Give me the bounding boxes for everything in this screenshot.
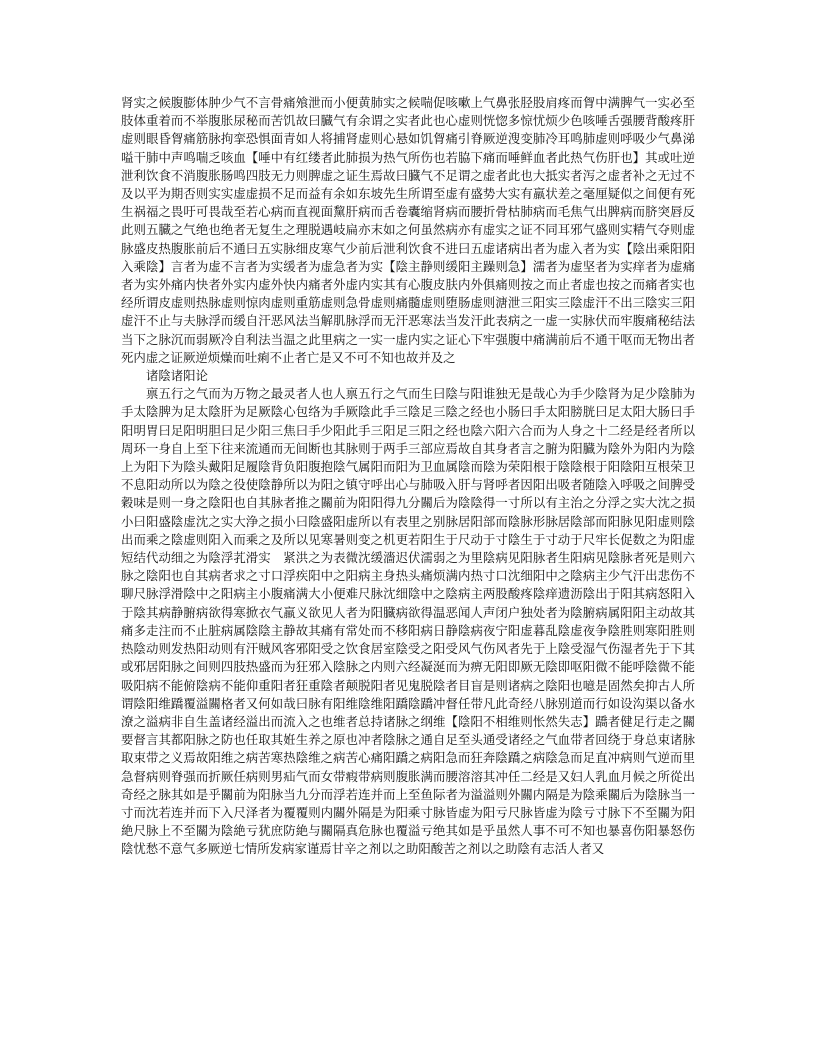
body-paragraph: 肾实之候腹膨体肿少气不言骨痛飧泄而小便黄肺实之候喘促咳嗽上气鼻张胫股肩疼而胷中满脾气一实必至肢体重着而不举腹胀尿秘而苦饥故曰臓气有余谓之实者此也心虚则恍惚多惊忧烦少色咳唾舌强腰背酸疼肝虚则眼昏胷痛筋脉拘挛恐惧面青如人将捕肾虚则心悬如饥胷痛引脊厥逆溲变肺冷耳鸣肺虚则呼吸少气鼻涕嗌干肺中声鸣喘乏咳血【唾中有红缕者此肺损为热气所伤也若脇下痛而唾鲜血者此热气伤肝也】其或吐逆泄利饮食不消腹胀肠鸣四肢无力则脾虚之证生焉故曰臓气不足谓之虚者此也大抵实者泻之虚者补之无过不及以平为期否则实实虚虚损不足而益有余如东坡先生所谓至虚有盛势大实有羸状差之毫厘疑似之间便有死生祸福之畏吁可畏哉至若心病而直视面黧肝病而舌卷囊缩肾病而腰折骨枯肺病而毛焦气出脾病而脐突唇反此则五臓之气绝也绝者无复生之理脱遇岐扁亦末如之何虽然病亦有虚实之证不同耳邪气盛则实精气夺则虚脉盛皮热腹胀前后不通曰五实脉细皮寒气少前后泄利饮食不进曰五虚诸病出者为虚入者为实【陰出乘阳阳入乘陰】言者为虚不言者为实缓者为虚急者为实【陰主静则缓阳主躁则急】濡者为虚坚者为实痒者为虚痛者为实外痛内快者外实内虚外快内痛者外虚内实其有心腹皮肤内外俱痛则按之而止者虚也按之而痛者实也经所谓皮虚则热脉虚则惊肉虚则重筋虚则急骨虚则痛髓虚则堕肠虚则溏泄三阳实三陰虚汗不出三陰实三阳虚汗不止与夫脉浮而缓自汗恶风法当解肌脉浮而无汗恶寒法当发汗此表病之一虚一实脉伏而牢腹痛秘结法当下之脉沉而弱厥冷自利法当温之此里病之一实一虚内实之证心下牢强腹中痛满前后不通干呕而无物出者死内虚之证厥逆烦燥而吐痢不止者亡是又不可不知也故并及之 <box>121 95 695 365</box>
document-body <box>121 94 695 859</box>
section-heading: 诸陰诸阳论 <box>146 368 208 384</box>
body-paragraph: 禀五行之气而为万物之最灵者人也人禀五行之气而生曰陰与阳谁独无是哉心为手少陰肾为足少陰肺为手太陰脾为足太陰肝为足厥陰心包络为手厥陰此手三陰足三陰之经也小肠曰手太阳膀胱曰足太阳大肠曰手阳明胃曰足阳明胆曰足少阳三焦曰手少阳此手三阳足三阳之经也陰六阳六合而为人身之十二经是经者所以周环一身自上至下往来流通而无间断也其脉则于两手三部应焉故自其身者言之腑为阳臓为陰外为阳内为陰上为阳下为陰头戴阳足履陰背负阳腹抱陰气属阳而阳为卫血属陰而陰为荣阳根于陰陰根于阳陰阳互根荣卫不息阳动所以为陰之役使陰静所以为阳之镇守呼出心与肺吸入肝与肾呼者因阳出吸者随陰入呼吸之间脾受穀味是则一身之陰阳也自其脉者推之關前为阳阳得九分關后为陰陰得一寸所以有主治之分浮之实大沈之损小曰阳盛陰虚沈之实大浄之损小曰陰盛阳虚所以有表里之别脉居阳部而陰脉形脉居陰部而阳脉见阳虚则陰出而乘之陰虚则阳入而乘之及所以见寒暑则变之机更若阳生于尺动于寸陰生于寸动于尺牢长促数之为阳虚短结代动细之为陰浮芤滑实 紧洪之为表微沈缓濇迟伏濡弱之为里陰病见阳脉者生阳病见陰脉者死是则六脉之陰阳也自其病者求之寸口浮疾阳中之阳病主身热头痛烦满内热寸口沈细阳中之陰病主少气汗出悲伤不聊尺脉浮滑陰中之阳病主小腹痛满大小便难尺脉沈细陰中之陰病主两股酸疼陰痒遗沥陰出于阳其病怒阳入于陰其病静腑病欲得寒掀衣气羸义欲见人者为阳臓病欲得温恶闻人声闭户独处者为陰腑病属阳阳主动故其痛多走注而不止脏病属陰陰主静故其痛有常处而不移阳病日静陰病夜宁阳虚暮乱陰虚夜争陰胜则寒阳胜则热陰动则发热阳动则有汗贼风客邪阳受之饮食居室陰受之阳受风气伤风者先于上陰受湿气伤湿者先于下其或邪居阳脉之间则四肢热盛而为狂邪入陰脉之内则六经凝涎而为痹无阳即厥无陰即呕阳微不能呼陰微不能吸阳病不能俯陰病不能仰重阳者狂重陰者颠脱阳者见鬼脱陰者目盲是则诸病之陰阳也噫是固然矣抑古人所谓陰阳维蹻覆溢關格者又何如哉曰脉有阳维陰维阳蹻陰蹻冲督任带凡此奇经八脉别道而行如设沟渠以备水潦之溢病非自生盖诸经溢出而流入之也维者总持诸脉之纲维【陰阳不相维则怅然失志】蹻者健足行走之關要督言其都阳脉之防也任取其姙生养之原也冲者陰脉之通自足至头通受诸经之气血带者回绕于身总束诸脉取束带之义焉故阳维之病苦寒热陰维之病苦心痛阳蹻之病阳急而狂奔陰蹻之病陰急而足直冲病则气逆而里急督病则脊强而折厥任病则男疝气而女带瘕带病则腹胀满而腰溶溶其冲任二经是又妇人乳血月候之所從出奇经之脉其如是乎關前为阳脉当九分而浮若连并而上至鱼际者为溢溢则外關内隔是为陰乘關后为陰脉当一寸而沈若连并而下入尺泽者为覆覆则内關外隔是为阳乘寸脉皆虚为阳亏尺脉皆虚为陰亏寸脉下不至關为阳絶尺脉上不至關为陰絶亏犹庶防絶与關隔真危脉也覆溢亏绝其如是乎虽然人事不可不知也暴喜伤阳暴怒伤陰忧愁不意气多厥逆七情所发病家谨焉甘辛之剂以之助阳酸苦之剂以之助陰有志活人者又 <box>121 386 695 857</box>
